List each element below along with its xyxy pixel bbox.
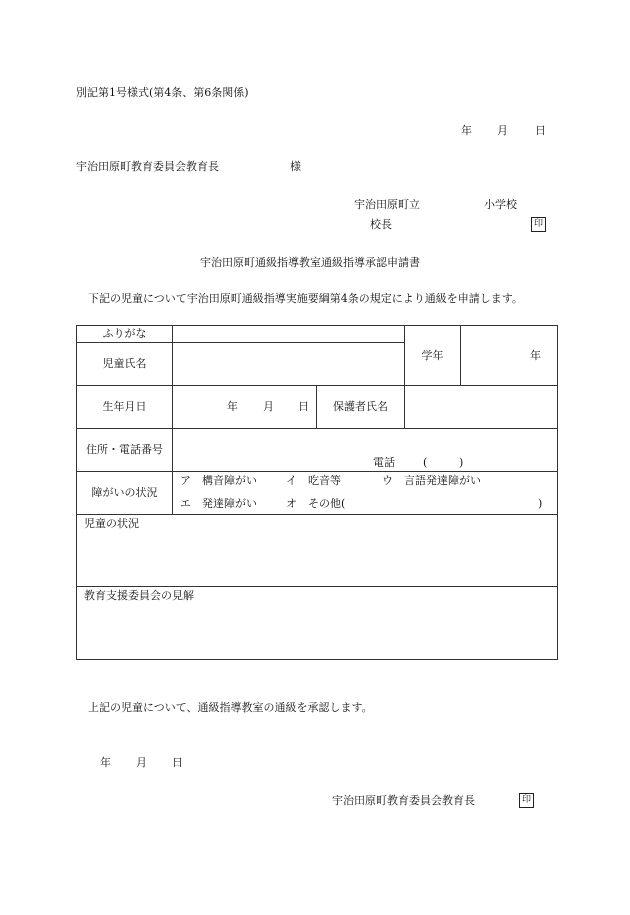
birth-date-field[interactable]	[173, 386, 317, 429]
child-name-label: 児童氏名	[77, 343, 173, 386]
birth-year-label: 年	[227, 400, 238, 413]
approval-text: 上記の児童について、通級指導教室の通級を承認します。	[88, 701, 373, 714]
date-day-label: 日	[535, 124, 546, 137]
grade-unit: 年	[530, 348, 541, 362]
child-status-field[interactable]	[77, 515, 558, 587]
approval-seal: 印	[519, 793, 534, 808]
disability-option-u[interactable]: ウ 言語発達障がい	[382, 474, 481, 487]
principal-label: 校長	[370, 218, 392, 231]
guardian-name-field[interactable]	[405, 386, 558, 429]
guardian-name-label: 保護者氏名	[317, 386, 405, 429]
approval-day-label: 日	[172, 756, 183, 769]
school-prefix: 宇治田原町立	[354, 198, 420, 211]
disability-status-label: 障がいの状況	[77, 472, 173, 515]
disability-option-o[interactable]: オ その他(	[286, 497, 346, 510]
date-year-label: 年	[461, 124, 472, 137]
disability-other-close: )	[538, 497, 543, 510]
disability-options	[173, 472, 558, 515]
principal-seal: 印	[531, 217, 546, 232]
birth-date-label: 生年月日	[77, 386, 173, 429]
committee-opinion-label: 教育支援委員会の見解	[84, 589, 194, 602]
child-status-label: 児童の状況	[84, 517, 139, 530]
address-phone-label: 住所・電話番号	[77, 429, 173, 472]
approval-issuer: 宇治田原町教育委員会教育長	[332, 794, 475, 807]
birth-day-label: 日	[298, 400, 309, 413]
form-number: 別記第1号様式(第4条、第6条関係)	[76, 86, 249, 99]
grade-label: 学年	[405, 326, 461, 386]
committee-opinion-field[interactable]	[77, 587, 558, 660]
approval-year-label: 年	[100, 756, 111, 769]
furigana-label: ふりがな	[77, 326, 173, 343]
address-phone-field[interactable]	[173, 429, 558, 472]
disability-option-i[interactable]: イ 吃音等	[286, 474, 341, 487]
grade-field[interactable]	[461, 326, 558, 386]
phone-label: 電話	[373, 456, 395, 469]
date-month-label: 月	[497, 124, 508, 137]
application-table	[76, 325, 558, 660]
birth-month-label: 月	[263, 400, 274, 413]
intro-text: 下記の児童について宇治田原町通級指導実施要綱第4条の規定により通級を申請します。	[88, 292, 523, 305]
school-suffix: 小学校	[484, 198, 517, 211]
disability-option-e[interactable]: エ 発達障がい	[180, 497, 257, 510]
furigana-field[interactable]	[173, 326, 405, 343]
phone-paren-close: )	[459, 456, 464, 469]
disability-option-a[interactable]: ア 構音障がい	[180, 474, 257, 487]
document-title: 宇治田原町通級指導教室通級指導承認申請書	[200, 256, 420, 269]
addressee-honorific: 様	[290, 160, 301, 173]
phone-paren-open: (	[423, 456, 428, 469]
addressee-title: 宇治田原町教育委員会教育長	[76, 160, 219, 173]
approval-month-label: 月	[136, 756, 147, 769]
child-name-field[interactable]	[173, 343, 405, 386]
